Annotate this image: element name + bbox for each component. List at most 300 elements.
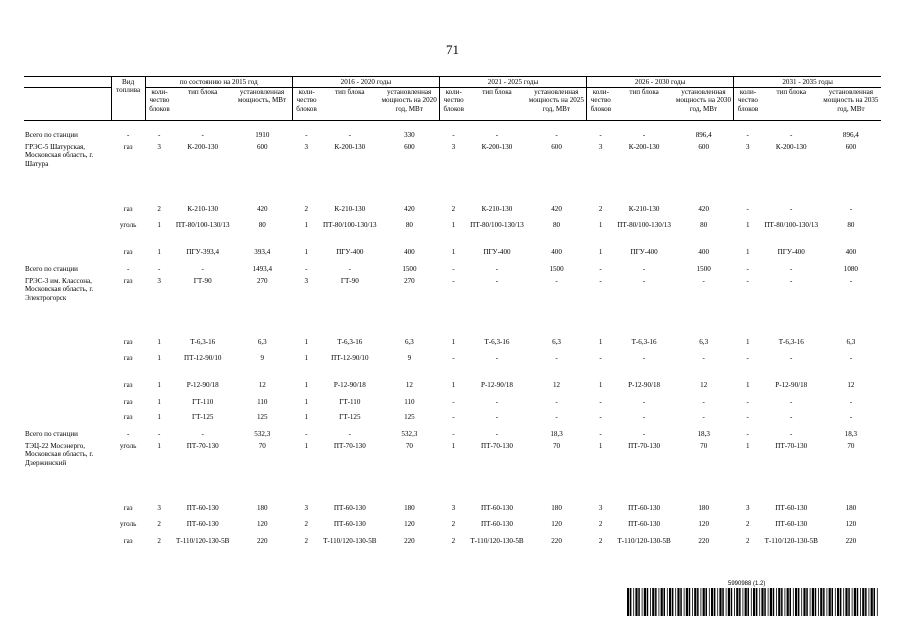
barcode-label: 5990988 (1.2) — [728, 581, 766, 587]
capacity-cell: 220 — [404, 537, 415, 545]
table-row — [24, 131, 881, 143]
block-count-cell: 3 — [304, 143, 309, 151]
capacity-cell: 80 — [258, 221, 266, 229]
capacity-cell: 180 — [404, 504, 415, 512]
block-type-cell: ПТ-70-130 — [186, 442, 219, 450]
header-count: коли-чество блоков — [734, 88, 762, 121]
table-row — [24, 381, 881, 398]
table-row — [24, 520, 881, 537]
block-type-cell: - — [642, 265, 646, 273]
header-block-type: тип блока — [615, 88, 674, 121]
block-count-cell: - — [746, 265, 749, 273]
capacity-cell: 12 — [258, 381, 266, 389]
block-count-cell: - — [452, 413, 455, 421]
block-count-cell: 1 — [304, 381, 309, 389]
block-count-cell: - — [599, 430, 602, 438]
block-count-cell: 2 — [745, 520, 750, 528]
block-count-cell: 1 — [745, 442, 750, 450]
station-name-cell — [24, 504, 111, 520]
block-count-cell: 1 — [304, 354, 309, 362]
block-type-cell: - — [348, 265, 351, 273]
capacity-cell: 600 — [404, 143, 415, 151]
block-type-cell: Т-110/120-130-5В — [176, 537, 230, 545]
block-count-cell: 1 — [451, 248, 456, 256]
block-count-cell: 1 — [157, 442, 161, 450]
block-type-cell: - — [495, 430, 499, 438]
block-type-cell: Т-6,3-16 — [337, 338, 363, 346]
capacity-cell: 6,3 — [699, 338, 709, 346]
table-row — [24, 442, 881, 504]
fuel-type-cell: газ — [123, 354, 133, 362]
block-count-cell: - — [746, 398, 749, 406]
table-row — [24, 248, 881, 265]
capacity-cell: 18,3 — [844, 430, 858, 438]
block-type-cell: ПТ-12-90/10 — [331, 354, 369, 362]
capacity-cell: 220 — [845, 537, 857, 545]
block-type-cell: - — [201, 430, 204, 438]
capacity-cell: 70 — [847, 442, 855, 450]
header-fuel-type: Вид топлива — [111, 77, 145, 121]
capacity-cell: 12 — [847, 381, 855, 389]
block-type-cell: ПТ-80/100-130/13 — [764, 221, 819, 229]
table-row — [24, 205, 881, 221]
block-type-cell: ПТ-60-130 — [333, 504, 366, 512]
capacity-cell: 220 — [551, 537, 562, 545]
capacity-cell: 6,3 — [257, 338, 267, 346]
station-name-cell — [24, 381, 111, 398]
header-count: коли-чество блоков — [292, 88, 320, 121]
block-type-cell: - — [348, 430, 351, 438]
block-type-cell: - — [201, 131, 204, 139]
capacity-cell: - — [849, 277, 853, 285]
capacity-cell: 125 — [256, 413, 268, 421]
capacity-cell: - — [702, 277, 705, 285]
block-type-cell: Р-12-90/18 — [481, 381, 513, 389]
capacity-cell: 896,4 — [842, 131, 859, 139]
capacity-cell: 896,4 — [695, 131, 712, 139]
block-type-cell: К-210-130 — [187, 205, 219, 213]
block-count-cell: - — [452, 430, 455, 438]
capacity-cell: 420 — [698, 205, 709, 213]
header-period: 2021 - 2025 годы — [439, 77, 586, 88]
block-count-cell: 2 — [304, 537, 309, 545]
block-type-cell: - — [642, 413, 646, 421]
station-name-cell: ТЭЦ-22 Мосэнерго, Московская область, г. Дзержинский — [25, 442, 94, 467]
block-type-cell: ПТ-60-130 — [333, 520, 366, 528]
block-type-cell: ГТ-110 — [339, 398, 361, 406]
capacity-cell: 532,3 — [254, 430, 271, 438]
station-name-cell — [24, 338, 111, 354]
table-row — [24, 537, 881, 564]
capacity-cell: 70 — [700, 442, 708, 450]
capacity-cell: 70 — [553, 442, 561, 450]
block-count-cell: 1 — [598, 221, 603, 229]
fuel-type-cell: газ — [123, 537, 133, 545]
block-count-cell: 2 — [157, 205, 161, 213]
header-block-type: тип блока — [173, 88, 232, 121]
capacity-cell: 420 — [256, 205, 268, 213]
block-type-cell: ПТ-80/100-130/13 — [470, 221, 524, 229]
capacity-cell: 600 — [551, 143, 562, 151]
capacity-cell: 220 — [256, 537, 268, 545]
capacity-cell: - — [555, 131, 558, 139]
block-count-cell: 1 — [598, 381, 603, 389]
block-count-cell: 1 — [304, 248, 309, 256]
block-type-cell: ПТ-70-130 — [775, 442, 808, 450]
block-type-cell: Р-12-90/18 — [775, 381, 808, 389]
block-type-cell: ГТ-125 — [191, 413, 214, 421]
block-count-cell: - — [158, 131, 161, 139]
block-type-cell: - — [790, 430, 793, 438]
header-period: 2026 - 2030 годы — [587, 77, 734, 88]
block-count-cell: 2 — [598, 537, 603, 545]
station-name-cell — [24, 221, 111, 248]
capacity-cell: 80 — [700, 221, 708, 229]
station-name-cell — [24, 354, 111, 381]
header-capacity: установленная мощность, МВт — [232, 88, 292, 121]
block-count-cell: 3 — [745, 504, 750, 512]
block-type-cell: Т-6,3-16 — [778, 338, 804, 346]
block-count-cell: - — [746, 413, 749, 421]
block-count-cell: 1 — [157, 338, 161, 346]
block-type-cell: ГТ-90 — [340, 277, 359, 285]
header-block-type: тип блока — [762, 88, 821, 121]
block-count-cell: - — [599, 131, 602, 139]
header-period: 2016 - 2020 годы — [292, 77, 439, 88]
block-count-cell: - — [599, 398, 602, 406]
block-type-cell: Р-12-90/18 — [333, 381, 366, 389]
capacity-cell: 220 — [698, 537, 709, 545]
capacity-cell: 18,3 — [697, 430, 710, 438]
capacity-cell: 1080 — [843, 265, 858, 273]
station-name-cell: ГРЭС-3 им. Классона, Московская область, г. Электрогорск — [25, 277, 94, 302]
capacity-cell: 80 — [553, 221, 561, 229]
header-capacity: установленная мощность на 2030 год, МВт — [674, 88, 734, 121]
block-type-cell: Т-6,3-16 — [484, 338, 510, 346]
block-type-cell: - — [790, 277, 793, 285]
capacity-cell: 600 — [698, 143, 709, 151]
block-type-cell: - — [790, 398, 793, 406]
block-type-cell: ПТ-60-130 — [186, 504, 219, 512]
capacity-cell: 6,3 — [552, 338, 561, 346]
block-count-cell: 1 — [304, 221, 309, 229]
block-type-cell: ПГУ-400 — [777, 248, 805, 256]
station-name-cell — [24, 248, 111, 265]
header-row-periods — [24, 77, 881, 88]
block-count-cell: 3 — [157, 504, 161, 512]
capacity-cell: - — [849, 354, 853, 362]
capacity-cell: 400 — [404, 248, 415, 256]
capacity-cell: 180 — [551, 504, 562, 512]
block-type-cell: - — [642, 398, 646, 406]
block-count-cell: 2 — [451, 537, 456, 545]
block-count-cell: 1 — [598, 442, 603, 450]
page-number: 71 — [446, 42, 459, 57]
capacity-cell: 270 — [256, 277, 268, 285]
fuel-type-cell: - — [126, 265, 130, 273]
block-count-cell: 2 — [451, 520, 456, 528]
block-count-cell: 3 — [157, 143, 161, 151]
block-type-cell: Т-6,3-16 — [190, 338, 216, 346]
capacity-cell: 110 — [404, 398, 415, 406]
capacity-cell: 532,3 — [401, 430, 418, 438]
capacity-cell: 180 — [256, 504, 268, 512]
block-count-cell: - — [305, 430, 308, 438]
block-type-cell: Р-12-90/18 — [628, 381, 661, 389]
block-type-cell: К-210-130 — [481, 205, 513, 213]
table-row — [24, 221, 881, 248]
block-count-cell: 3 — [157, 277, 161, 285]
block-type-cell: ПТ-70-130 — [333, 442, 366, 450]
block-count-cell: - — [452, 398, 455, 406]
block-type-cell: ПТ-60-130 — [481, 520, 513, 528]
capacity-cell: 1500 — [549, 265, 564, 273]
block-type-cell: - — [790, 205, 793, 213]
block-count-cell: 1 — [157, 248, 161, 256]
block-type-cell: - — [201, 265, 204, 273]
block-count-cell: 3 — [304, 504, 309, 512]
table-row — [24, 354, 881, 381]
block-count-cell: 1 — [157, 413, 161, 421]
block-type-cell: ПТ-60-130 — [775, 520, 808, 528]
block-count-cell: 1 — [304, 398, 309, 406]
block-count-cell: - — [452, 131, 455, 139]
block-type-cell: ПТ-12-90/10 — [183, 354, 222, 362]
capacity-cell: 420 — [551, 205, 562, 213]
block-type-cell: К-210-130 — [628, 205, 660, 213]
header-count: коли-чество блоков — [587, 88, 615, 121]
capacity-cell: 12 — [405, 381, 413, 389]
block-count-cell: 3 — [451, 504, 456, 512]
block-count-cell: 1 — [451, 221, 456, 229]
block-type-cell: - — [790, 354, 793, 362]
block-type-cell: - — [495, 277, 499, 285]
block-type-cell: Т-110/120-130-5В — [764, 537, 818, 545]
header-count: коли-чество блоков — [145, 88, 173, 121]
block-type-cell: Т-110/120-130-5В — [617, 537, 671, 545]
capacity-cell: 1910 — [255, 131, 270, 139]
capacity-cell: 400 — [551, 248, 562, 256]
station-name-cell: Всего по станции — [25, 430, 78, 438]
block-type-cell: ПГУ-400 — [483, 248, 511, 256]
capacity-cell: 6,3 — [404, 338, 414, 346]
block-type-cell: - — [642, 354, 646, 362]
header-period: по состоянию на 2015 год — [145, 77, 292, 88]
block-type-cell: ПТ-60-130 — [775, 504, 808, 512]
station-name-cell — [24, 520, 111, 537]
block-count-cell: 1 — [157, 398, 161, 406]
block-type-cell: ПТ-70-130 — [628, 442, 661, 450]
block-count-cell: 1 — [745, 221, 750, 229]
capacity-cell: 120 — [845, 520, 857, 528]
table-row — [24, 143, 881, 205]
capacity-cell: 120 — [551, 520, 562, 528]
header-capacity: установленная мощность на 2020 год, МВт — [379, 88, 439, 121]
block-count-cell: - — [452, 354, 455, 362]
block-type-cell: - — [642, 430, 646, 438]
capacity-cell: 18,3 — [550, 430, 563, 438]
block-type-cell: - — [348, 131, 351, 139]
block-count-cell: 3 — [745, 143, 750, 151]
header-period: 2031 - 2035 годы — [734, 77, 881, 88]
block-count-cell: 2 — [157, 520, 161, 528]
capacity-cell: 80 — [847, 221, 855, 229]
block-type-cell: ПТ-60-130 — [481, 504, 513, 512]
block-type-cell: ПТ-60-130 — [186, 520, 219, 528]
block-type-cell: - — [642, 131, 646, 139]
station-name-cell — [24, 413, 111, 430]
block-type-cell: ПТ-80/100-130/13 — [175, 221, 230, 229]
block-count-cell: - — [158, 430, 161, 438]
block-type-cell: К-200-130 — [481, 143, 513, 151]
capacity-cell: 400 — [845, 248, 857, 256]
block-count-cell: - — [158, 265, 161, 273]
block-type-cell: - — [642, 277, 646, 285]
capacity-cell: 9 — [260, 354, 265, 362]
block-count-cell: 1 — [157, 354, 161, 362]
block-count-cell: 1 — [157, 381, 161, 389]
capacity-cell: - — [555, 354, 558, 362]
block-type-cell: ПТ-60-130 — [628, 520, 661, 528]
table-row — [24, 338, 881, 354]
station-name-cell: Всего по станции — [25, 265, 78, 273]
fuel-type-cell: газ — [123, 413, 133, 421]
block-type-cell: Т-6,3-16 — [631, 338, 657, 346]
block-type-cell: ГТ-125 — [339, 413, 361, 421]
capacity-cell: 330 — [404, 131, 415, 139]
block-type-cell: Т-110/120-130-5В — [323, 537, 377, 545]
capacity-cell: - — [849, 205, 853, 213]
block-type-cell: ПТ-60-130 — [628, 504, 661, 512]
capacity-cell: 180 — [845, 504, 857, 512]
capacity-cell: 600 — [256, 143, 268, 151]
block-type-cell: - — [495, 131, 499, 139]
block-count-cell: 3 — [304, 277, 309, 285]
fuel-type-cell: газ — [123, 398, 133, 406]
block-count-cell: 2 — [451, 205, 456, 213]
station-name-cell — [24, 537, 111, 564]
station-name-cell — [24, 205, 111, 221]
block-type-cell: Р-12-90/18 — [186, 381, 219, 389]
station-name-cell: Всего по станции — [25, 131, 78, 139]
fuel-type-cell: - — [126, 430, 130, 438]
block-count-cell: - — [305, 131, 308, 139]
block-type-cell: Т-110/120-130-5В — [470, 537, 524, 545]
fuel-type-cell: уголь — [119, 442, 137, 450]
fuel-type-cell: газ — [123, 205, 133, 213]
block-count-cell: 1 — [304, 338, 309, 346]
block-count-cell: 1 — [451, 442, 456, 450]
block-count-cell: - — [452, 265, 455, 273]
capacity-cell: 12 — [553, 381, 561, 389]
block-count-cell: 2 — [157, 537, 161, 545]
block-type-cell: ПГУ-400 — [630, 248, 658, 256]
capacity-cell: 80 — [405, 221, 413, 229]
block-type-cell: - — [790, 131, 793, 139]
fuel-type-cell: газ — [123, 338, 133, 346]
block-count-cell: - — [746, 205, 749, 213]
fuel-type-cell: уголь — [119, 221, 137, 229]
block-count-cell: - — [599, 265, 602, 273]
capacity-cell: 1493,4 — [252, 265, 273, 273]
capacity-cell: 9 — [407, 354, 412, 362]
block-count-cell: - — [305, 265, 308, 273]
block-count-cell: 2 — [304, 520, 309, 528]
header-count: коли-чество блоков — [439, 88, 467, 121]
table-row — [24, 398, 881, 413]
power-capacity-table — [24, 76, 881, 564]
capacity-cell: 400 — [698, 248, 709, 256]
table-row — [24, 504, 881, 520]
fuel-type-cell: газ — [123, 381, 133, 389]
capacity-cell: 12 — [700, 381, 708, 389]
capacity-cell: - — [849, 413, 853, 421]
capacity-cell: 1500 — [696, 265, 711, 273]
capacity-cell: 120 — [404, 520, 415, 528]
block-count-cell: 1 — [745, 381, 750, 389]
block-type-cell: ГТ-90 — [193, 277, 212, 285]
fuel-type-cell: газ — [123, 143, 133, 151]
block-type-cell: - — [495, 354, 499, 362]
capacity-cell: - — [555, 398, 558, 406]
block-count-cell: - — [599, 277, 602, 285]
capacity-cell: 393,4 — [254, 248, 271, 256]
block-type-cell: К-200-130 — [628, 143, 660, 151]
block-count-cell: - — [599, 413, 602, 421]
block-count-cell: 1 — [451, 381, 456, 389]
capacity-cell: 180 — [698, 504, 709, 512]
block-type-cell: ПТ-80/100-130/13 — [323, 221, 377, 229]
block-count-cell: 1 — [304, 413, 309, 421]
capacity-cell: 125 — [404, 413, 415, 421]
block-type-cell: ГТ-110 — [192, 398, 214, 406]
header-row-columns — [24, 88, 881, 121]
block-type-cell: ПТ-70-130 — [481, 442, 513, 450]
table-row — [24, 430, 881, 442]
capacity-cell: 600 — [845, 143, 857, 151]
block-count-cell: 1 — [304, 442, 309, 450]
block-type-cell: К-200-130 — [775, 143, 807, 151]
block-type-cell: - — [790, 413, 793, 421]
block-count-cell: - — [452, 277, 455, 285]
capacity-cell: 6,3 — [846, 338, 856, 346]
block-type-cell: ПГУ-400 — [336, 248, 364, 256]
capacity-cell: - — [555, 277, 558, 285]
fuel-type-cell: газ — [123, 277, 133, 285]
capacity-cell: 110 — [257, 398, 268, 406]
block-count-cell: - — [746, 131, 749, 139]
block-count-cell: 3 — [451, 143, 456, 151]
block-type-cell: - — [495, 398, 499, 406]
fuel-type-cell: газ — [123, 504, 133, 512]
block-count-cell: 1 — [745, 338, 750, 346]
capacity-cell: 120 — [698, 520, 709, 528]
block-count-cell: - — [746, 430, 749, 438]
block-count-cell: 3 — [598, 143, 603, 151]
table-row — [24, 277, 881, 338]
fuel-type-cell: уголь — [119, 520, 137, 528]
header-block-type: тип блока — [467, 88, 526, 121]
block-count-cell: - — [599, 354, 602, 362]
header-capacity: установленная мощность на 2035 год, МВт — [821, 88, 881, 121]
block-count-cell: 1 — [598, 338, 603, 346]
barcode-image — [627, 588, 881, 616]
capacity-cell: - — [702, 398, 705, 406]
capacity-cell: 1500 — [402, 265, 417, 273]
block-count-cell: 1 — [451, 338, 456, 346]
block-count-cell: - — [746, 277, 749, 285]
block-type-cell: ПТ-80/100-130/13 — [617, 221, 671, 229]
